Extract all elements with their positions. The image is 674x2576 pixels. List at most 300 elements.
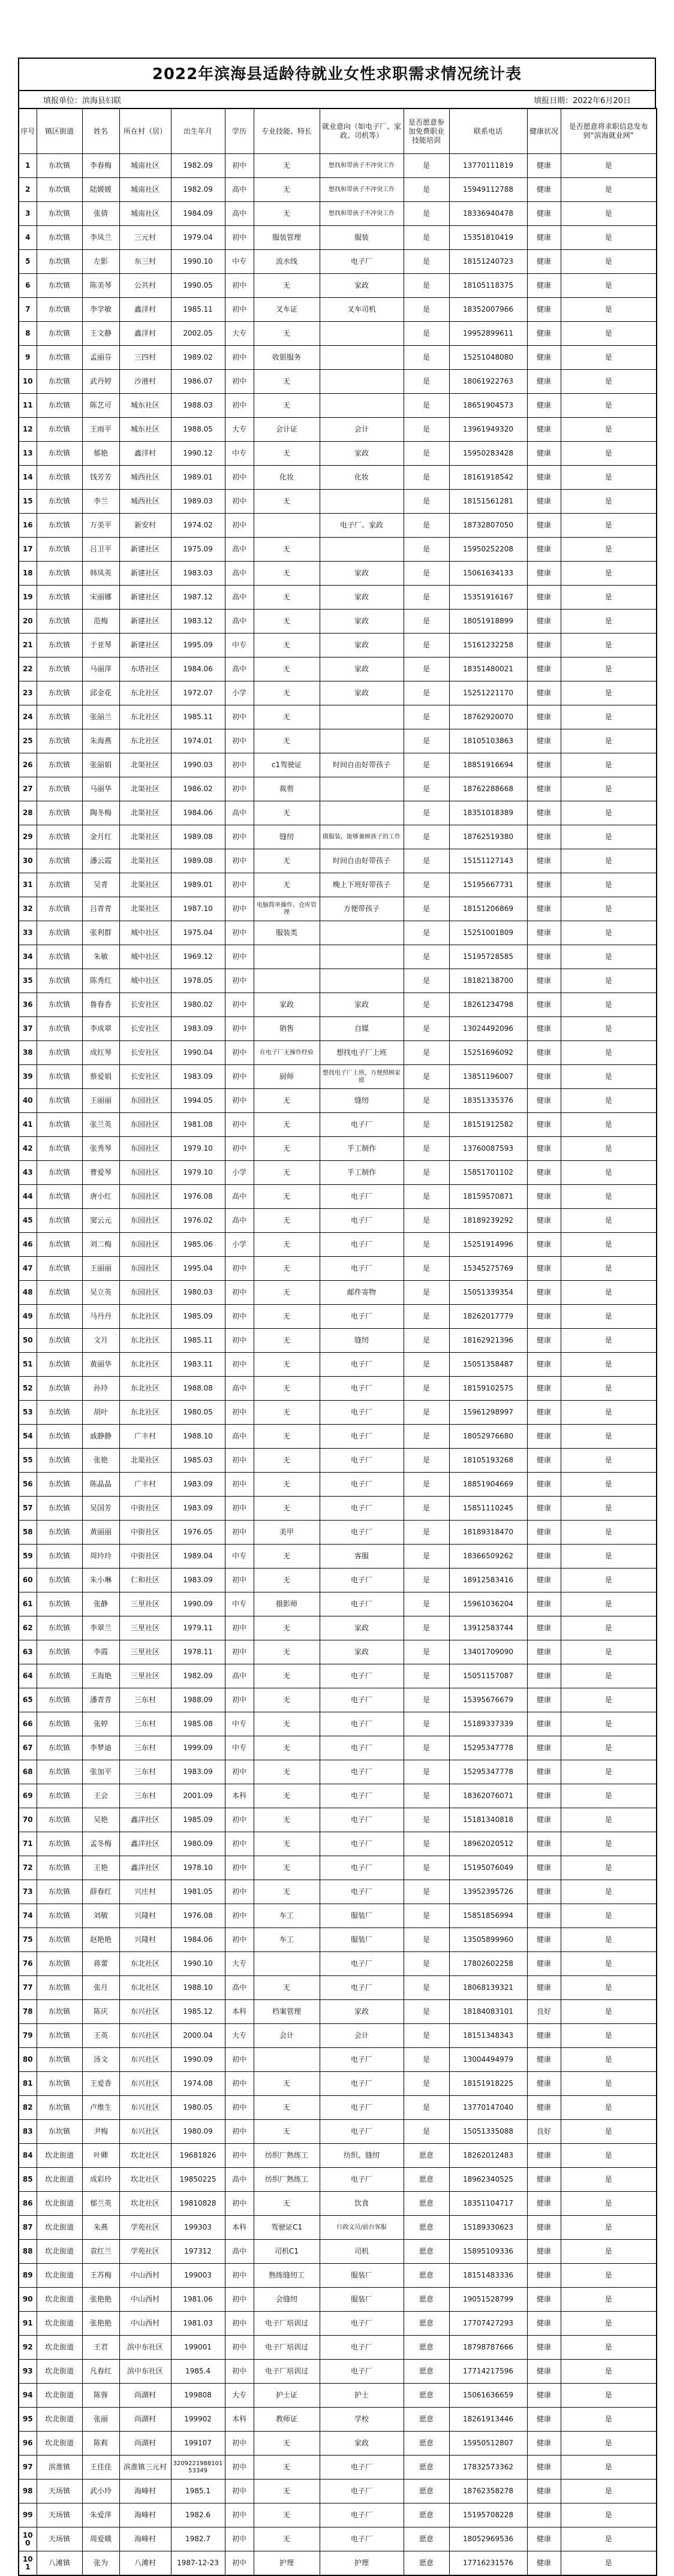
- table-cell: 健康: [527, 562, 561, 586]
- table-cell: 72: [19, 1856, 37, 1880]
- table-cell: 18336940478: [449, 202, 527, 226]
- table-cell: 18105118375: [449, 274, 527, 298]
- table-cell: 18151918225: [449, 2072, 527, 2096]
- table-cell: 是: [561, 466, 657, 490]
- table-cell: 是: [404, 1760, 449, 1784]
- table-cell: 是: [561, 1712, 657, 1736]
- table-cell: 东坎镇: [37, 1113, 82, 1137]
- table-cell: 初中: [225, 2096, 254, 2120]
- table-cell: 初中: [225, 1521, 254, 1545]
- table-cell: 纺织厂熟练工: [254, 2168, 320, 2192]
- table-cell: 王雨平: [82, 418, 119, 442]
- table-row: [19, 2240, 657, 2264]
- table-cell: 80: [19, 2048, 37, 2072]
- table-cell: 是: [561, 2192, 657, 2216]
- table-cell: 是: [404, 1041, 449, 1065]
- table-cell: 18798787666: [449, 2336, 527, 2360]
- table-cell: 无: [254, 2527, 320, 2551]
- table-cell: 东园社区: [119, 1209, 171, 1233]
- table-cell: 15189337339: [449, 1712, 527, 1736]
- table-cell: 中山西村: [119, 2288, 171, 2312]
- table-cell: 无: [254, 538, 320, 562]
- table-cell: 15189330623: [449, 2216, 527, 2240]
- table-cell: 服装管理: [254, 226, 320, 250]
- table-cell: 郁艳: [82, 442, 119, 466]
- table-cell: 是: [561, 873, 657, 897]
- table-cell: 李梦迪: [82, 1736, 119, 1760]
- table-cell: 29: [19, 825, 37, 849]
- table-cell: 无: [254, 801, 320, 825]
- table-cell: 是: [404, 1065, 449, 1089]
- table-cell: 王君: [82, 2336, 119, 2360]
- table-cell: 1983.03: [171, 562, 225, 586]
- table-cell: 健康: [527, 2432, 561, 2456]
- table-cell: 东坎镇: [37, 2096, 82, 2120]
- table-cell: 无: [254, 2096, 320, 2120]
- table-cell: 无: [254, 586, 320, 610]
- table-row: [19, 729, 657, 753]
- table-cell: 健康: [527, 1113, 561, 1137]
- table-cell: 是: [561, 610, 657, 634]
- table-cell: 电子厂: [320, 1449, 404, 1473]
- table-cell: 东北社区: [119, 1377, 171, 1401]
- table-row: [19, 1592, 657, 1616]
- table-cell: 健康: [527, 1760, 561, 1784]
- table-cell: 是: [404, 1664, 449, 1688]
- table-cell: [254, 945, 320, 969]
- table-cell: 1987.10: [171, 897, 225, 921]
- table-cell: 鑫洋村: [119, 298, 171, 322]
- table-cell: 东园社区: [119, 1137, 171, 1161]
- table-cell: 18052976680: [449, 1425, 527, 1449]
- table-cell: 坎北街道: [37, 2288, 82, 2312]
- table-cell: 22: [19, 657, 37, 681]
- table-cell: 15181340818: [449, 1808, 527, 1832]
- table-cell: 是: [561, 2048, 657, 2072]
- table-row: [19, 1640, 657, 1664]
- table-cell: [254, 1952, 320, 1976]
- table-cell: 东坎镇: [37, 466, 82, 490]
- table-cell: 电子厂: [320, 2168, 404, 2192]
- table-cell: 18068139321: [449, 1976, 527, 2000]
- table-cell: 家政: [320, 681, 404, 705]
- table-cell: 天场镇: [37, 2480, 82, 2503]
- table-cell: 是: [404, 1904, 449, 1928]
- table-cell: 40: [19, 1089, 37, 1113]
- table-cell: 是: [404, 897, 449, 921]
- table-cell: 是: [561, 490, 657, 514]
- table-cell: 是: [561, 2000, 657, 2024]
- table-cell: 18732807050: [449, 514, 527, 538]
- table-cell: 李春梅: [82, 154, 119, 178]
- table-cell: 电子厂: [320, 1353, 404, 1377]
- table-cell: 范梅: [82, 610, 119, 634]
- table-cell: 健康: [527, 1664, 561, 1688]
- table-cell: 98: [19, 2480, 37, 2503]
- table-cell: 初中: [225, 490, 254, 514]
- table-cell: 王佳佳: [82, 2456, 119, 2480]
- table-cell: 缝纫: [320, 1089, 404, 1113]
- table-cell: 18762288668: [449, 777, 527, 801]
- table-cell: 北渠社区: [119, 825, 171, 849]
- table-cell: 无: [254, 490, 320, 514]
- table-cell: 电子厂: [320, 1233, 404, 1257]
- table-cell: 愿意: [404, 2168, 449, 2192]
- table-cell: 孟冬梅: [82, 1832, 119, 1856]
- table-cell: 健康: [527, 729, 561, 753]
- table-cell: 无: [254, 1329, 320, 1353]
- table-cell: 是: [561, 1065, 657, 1089]
- table-row: [19, 1688, 657, 1712]
- table-cell: 1989.08: [171, 825, 225, 849]
- table-row: [19, 346, 657, 370]
- table-cell: 武丹婷: [82, 370, 119, 394]
- table-cell: 东坎镇: [37, 610, 82, 634]
- table-cell: 健康: [527, 2096, 561, 2120]
- table-cell: 高中: [225, 801, 254, 825]
- table-cell: 东坎镇: [37, 1329, 82, 1353]
- table-row: [19, 825, 657, 849]
- table-row: [19, 969, 657, 993]
- table-cell: 1990.04: [171, 1041, 225, 1065]
- table-cell: 是: [404, 562, 449, 586]
- table-cell: 初中: [225, 1808, 254, 1832]
- table-cell: 32: [19, 897, 37, 921]
- table-cell: 东坎镇: [37, 2048, 82, 2072]
- table-cell: 48: [19, 1281, 37, 1305]
- table-cell: 无: [254, 1976, 320, 2000]
- table-cell: 三里社区: [119, 1592, 171, 1616]
- table-cell: 东坎镇: [37, 346, 82, 370]
- table-cell: 朱敏: [82, 945, 119, 969]
- table-row: [19, 993, 657, 1017]
- table-cell: 是: [561, 1640, 657, 1664]
- table-cell: 愿意: [404, 2408, 449, 2432]
- table-cell: 健康: [527, 2527, 561, 2551]
- table-cell: 无: [254, 1640, 320, 1664]
- table-row: [19, 418, 657, 442]
- table-cell: 1990.09: [171, 1592, 225, 1616]
- table-cell: 饮食: [320, 2192, 404, 2216]
- table-cell: 东坎镇: [37, 634, 82, 657]
- table-cell: 兴隆村: [119, 1928, 171, 1952]
- table-cell: 初中: [225, 2360, 254, 2384]
- table-cell: 会缝纫: [254, 2288, 320, 2312]
- table-cell: 赵艳艳: [82, 1928, 119, 1952]
- table-cell: 三里社区: [119, 1664, 171, 1688]
- table-cell: 王英: [82, 2024, 119, 2048]
- table-cell: 北渠社区: [119, 849, 171, 873]
- table-cell: 是: [561, 1856, 657, 1880]
- table-cell: 是: [561, 1784, 657, 1808]
- table-cell: 东坎镇: [37, 394, 82, 418]
- table-cell: 健康: [527, 1497, 561, 1521]
- table-row: [19, 1017, 657, 1041]
- table-cell: 东兴社区: [119, 2048, 171, 2072]
- table-cell: 健康: [527, 1257, 561, 1281]
- table-cell: 是: [404, 1568, 449, 1592]
- header-row: [19, 108, 657, 154]
- table-cell: 王文静: [82, 322, 119, 346]
- table-cell: 东坎镇: [37, 1425, 82, 1449]
- table-cell: 无: [254, 657, 320, 681]
- table-cell: 健康: [527, 1305, 561, 1329]
- table-cell: 张婷: [82, 1712, 119, 1736]
- table-cell: 东坎镇: [37, 370, 82, 394]
- table-cell: 是: [561, 1377, 657, 1401]
- table-cell: 41: [19, 1113, 37, 1137]
- table-cell: 小学: [225, 1233, 254, 1257]
- table-row: [19, 1664, 657, 1688]
- table-cell: 天场镇: [37, 2527, 82, 2551]
- table-cell: 15051358487: [449, 1353, 527, 1377]
- table-cell: 天场镇: [37, 2503, 82, 2527]
- table-cell: 是: [561, 394, 657, 418]
- table-cell: 东坎镇: [37, 2072, 82, 2096]
- table-cell: 是: [561, 1832, 657, 1856]
- table-cell: 健康: [527, 1377, 561, 1401]
- table-cell: 健康: [527, 346, 561, 370]
- table-cell: 34: [19, 945, 37, 969]
- table-cell: 健康: [527, 394, 561, 418]
- table-cell: 是: [404, 490, 449, 514]
- table-cell: 坎北街道: [37, 2144, 82, 2168]
- table-cell: 张利群: [82, 921, 119, 945]
- column-header: 镇区街道: [37, 108, 82, 154]
- table-cell: 王苏梅: [82, 2264, 119, 2288]
- table-cell: 时间自由好带孩子: [320, 849, 404, 873]
- table-cell: 健康: [527, 1137, 561, 1161]
- table-cell: 无: [254, 2432, 320, 2456]
- table-cell: 18351335376: [449, 1089, 527, 1113]
- table-cell: 初中: [225, 370, 254, 394]
- table-cell: 是: [561, 657, 657, 681]
- table-cell: 健康: [527, 777, 561, 801]
- table-cell: 健康: [527, 705, 561, 729]
- column-header: 是否愿意将求职信息发布到“滨海就业网”: [561, 108, 657, 154]
- table-cell: [320, 346, 404, 370]
- table-cell: 鲁春香: [82, 993, 119, 1017]
- table-cell: 王海艳: [82, 1664, 119, 1688]
- table-cell: 1979.10: [171, 1137, 225, 1161]
- table-cell: 学校: [320, 2408, 404, 2432]
- table-cell: 18962340525: [449, 2168, 527, 2192]
- table-cell: 18351104717: [449, 2192, 527, 2216]
- table-row: [19, 873, 657, 897]
- table-cell: 三东村: [119, 1688, 171, 1712]
- table-cell: 1983.12: [171, 610, 225, 634]
- table-cell: 东坎镇: [37, 777, 82, 801]
- table-cell: 是: [404, 250, 449, 274]
- table-cell: 陈蓉: [82, 2384, 119, 2408]
- table-cell: 无: [254, 1209, 320, 1233]
- table-cell: 健康: [527, 274, 561, 298]
- table-cell: 是: [404, 322, 449, 346]
- table-cell: 三东村: [119, 1784, 171, 1808]
- table-cell: 是: [404, 729, 449, 753]
- table-cell: 15251001809: [449, 921, 527, 945]
- table-cell: 小学: [225, 1161, 254, 1185]
- table-cell: 是: [561, 1089, 657, 1113]
- table-cell: 鑫洋社区: [119, 1856, 171, 1880]
- table-cell: 东北社区: [119, 705, 171, 729]
- table-cell: 东坎镇: [37, 1089, 82, 1113]
- table-cell: 愿意: [404, 2192, 449, 2216]
- table-cell: 初中: [225, 705, 254, 729]
- table-cell: 初中: [225, 274, 254, 298]
- table-cell: 1980.03: [171, 1281, 225, 1305]
- table-cell: 曹爱琴: [82, 1161, 119, 1185]
- table-cell: 1989.01: [171, 466, 225, 490]
- table-cell: 1978.11: [171, 1640, 225, 1664]
- table-row: [19, 2360, 657, 2384]
- table-cell: 东坎镇: [37, 1904, 82, 1928]
- table-cell: 东坎镇: [37, 1976, 82, 2000]
- table-cell: 健康: [527, 1017, 561, 1041]
- table-cell: 东坎镇: [37, 2024, 82, 2048]
- table-cell: 健康: [527, 2503, 561, 2527]
- table-cell: 学苑社区: [119, 2216, 171, 2240]
- table-cell: 东坎镇: [37, 178, 82, 202]
- table-cell: 东坎镇: [37, 514, 82, 538]
- table-cell: 15395676679: [449, 1688, 527, 1712]
- table-cell: 城南社区: [119, 178, 171, 202]
- table-cell: 坎北社区: [119, 2168, 171, 2192]
- table-cell: 朱燕: [82, 2216, 119, 2240]
- table-cell: 车工: [254, 1904, 320, 1928]
- table-row: [19, 322, 657, 346]
- table-cell: 15: [19, 490, 37, 514]
- table-cell: 15251696092: [449, 1041, 527, 1065]
- table-cell: 电子厂: [320, 1425, 404, 1449]
- table-cell: 无: [254, 1233, 320, 1257]
- table-cell: 城南社区: [119, 202, 171, 226]
- table-cell: 电子厂: [320, 1688, 404, 1712]
- table-cell: 东坎镇: [37, 1233, 82, 1257]
- table-cell: 健康: [527, 1209, 561, 1233]
- table-cell: 初中: [225, 1329, 254, 1353]
- table-cell: 18762920070: [449, 705, 527, 729]
- table-cell: 30: [19, 849, 37, 873]
- table-cell: 是: [561, 1568, 657, 1592]
- table-row: [19, 1329, 657, 1353]
- table-cell: 金月红: [82, 825, 119, 849]
- table-cell: 18912583416: [449, 1568, 527, 1592]
- table-cell: 83: [19, 2120, 37, 2144]
- table-cell: 化妆: [254, 466, 320, 490]
- table-cell: 健康: [527, 1089, 561, 1113]
- table-cell: 无: [254, 1305, 320, 1329]
- reporting-unit: 填报单位：滨海县妇联: [43, 96, 122, 105]
- table-cell: 初中: [225, 1832, 254, 1856]
- table-cell: 初中: [225, 2264, 254, 2288]
- table-cell: 摄影师: [254, 1592, 320, 1616]
- table-cell: 是: [561, 2096, 657, 2120]
- table-cell: 张兰英: [82, 1113, 119, 1137]
- table-cell: 是: [404, 1449, 449, 1473]
- table-cell: 13505899960: [449, 1928, 527, 1952]
- table-row: [19, 178, 657, 202]
- table-cell: 东坎镇: [37, 1521, 82, 1545]
- table-cell: 本科: [225, 1784, 254, 1808]
- table-cell: 54: [19, 1425, 37, 1449]
- table-cell: 高中: [225, 202, 254, 226]
- table-cell: 健康: [527, 753, 561, 777]
- table-cell: 是: [561, 538, 657, 562]
- table-cell: 是: [561, 1688, 657, 1712]
- table-cell: 黄丽华: [82, 1353, 119, 1377]
- table-cell: 坎北街道: [37, 2168, 82, 2192]
- table-cell: 北渠社区: [119, 753, 171, 777]
- table-cell: 张艳: [82, 1449, 119, 1473]
- table-cell: 无: [254, 178, 320, 202]
- table-cell: 是: [561, 681, 657, 705]
- table-cell: 1975.09: [171, 538, 225, 562]
- table-cell: 东三村: [119, 250, 171, 274]
- table-cell: 健康: [527, 873, 561, 897]
- table-cell: 无: [254, 681, 320, 705]
- table-cell: 2001.09: [171, 1784, 225, 1808]
- table-cell: 东兴社区: [119, 2120, 171, 2144]
- table-cell: 宋丽娜: [82, 586, 119, 610]
- table-row: [19, 1377, 657, 1401]
- table-cell: 陈美琴: [82, 274, 119, 298]
- table-cell: 1980.09: [171, 2120, 225, 2144]
- table-cell: 13770111819: [449, 154, 527, 178]
- table-cell: 18: [19, 562, 37, 586]
- table-cell: 健康: [527, 969, 561, 993]
- table-cell: 是: [561, 2072, 657, 2096]
- table-row: [19, 370, 657, 394]
- table-cell: 成红琴: [82, 1041, 119, 1065]
- table-row: [19, 2216, 657, 2240]
- table-cell: 1985.4: [171, 2360, 225, 2384]
- table-cell: 无: [254, 1880, 320, 1904]
- table-cell: 电子厂: [320, 2072, 404, 2096]
- table-cell: 是: [561, 945, 657, 969]
- table-cell: 是: [561, 1808, 657, 1832]
- table-cell: 东坎镇: [37, 897, 82, 921]
- table-cell: 邱金花: [82, 681, 119, 705]
- table-cell: 健康: [527, 2192, 561, 2216]
- table-row: [19, 1808, 657, 1832]
- table-cell: 鑫洋社区: [119, 1832, 171, 1856]
- table-cell: 东坎镇: [37, 1856, 82, 1880]
- table-cell: 健康: [527, 1161, 561, 1185]
- table-cell: 197312: [171, 2240, 225, 2264]
- table-cell: 1982.09: [171, 154, 225, 178]
- table-cell: 愿意: [404, 2432, 449, 2456]
- table-row: [19, 1736, 657, 1760]
- table-cell: 无: [254, 442, 320, 466]
- table-cell: 1984.06: [171, 801, 225, 825]
- table-cell: 东坎镇: [37, 1712, 82, 1736]
- table-cell: 护士证: [254, 2384, 320, 2408]
- table-cell: 2: [19, 178, 37, 202]
- table-cell: 是: [404, 1473, 449, 1497]
- table-cell: 无: [254, 562, 320, 586]
- table-cell: 电子厂: [320, 1856, 404, 1880]
- table-cell: 化妆: [320, 466, 404, 490]
- table-cell: 1982.09: [171, 1664, 225, 1688]
- table-cell: 北渠社区: [119, 1449, 171, 1473]
- table-cell: 纺织厂熟练工: [254, 2144, 320, 2168]
- table-cell: 是: [404, 2024, 449, 2048]
- table-cell: 1979.10: [171, 1161, 225, 1185]
- table-cell: 三东村: [119, 1736, 171, 1760]
- table-cell: 东园社区: [119, 1161, 171, 1185]
- table-cell: 张艳艳: [82, 2312, 119, 2336]
